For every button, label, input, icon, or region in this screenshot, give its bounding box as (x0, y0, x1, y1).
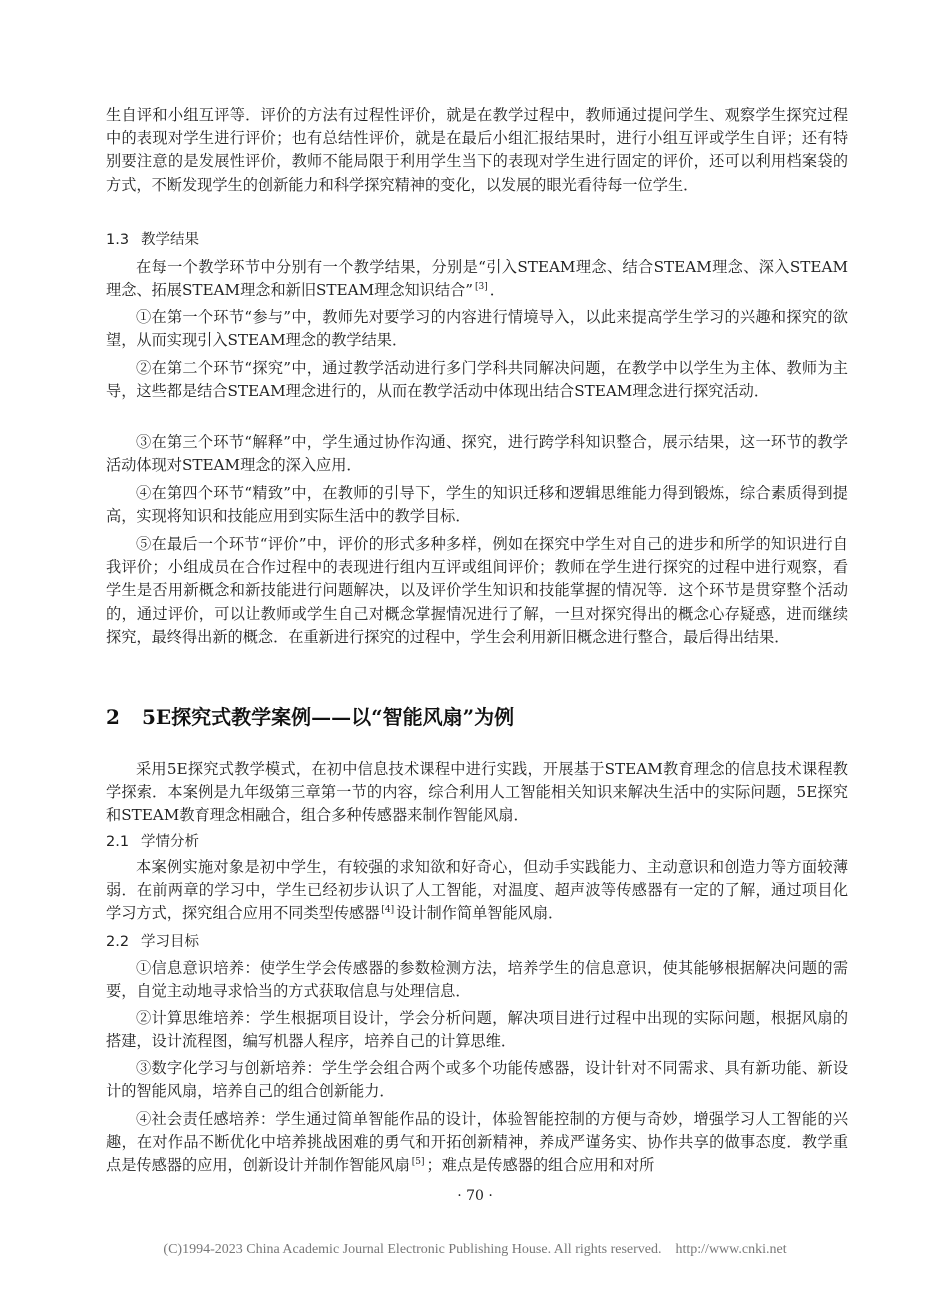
paragraph-stage-1: ①在第一个环节“参与”中，教师先对要学习的内容进行情境导入，以此来提高学生学习的兴趣和探究的欲望，从而实现引入STEAM理念的教学结果． (106, 308, 848, 350)
text-run: 在每一个教学环节中分别有一个教学结果，分别是“引入STEAM理念、结合STEAM理念、深入STEAM理念、拓展STEAM理念和新旧STEAM理念知识结合” (106, 258, 848, 300)
section-number: 2.2 (106, 934, 130, 950)
citation-ref: [4] (381, 905, 395, 916)
paragraph-case-intro: 采用5E探究式教学模式，在初中信息技术课程中进行实践，开展基于STEAM教育理念的信息技术课程教学探索．本案例是九年级第三章第一节的内容，综合利用人工智能相关知识来解决生活中的实际问题，5E探究和STEAM教育理念相融合，组合多种传感器来制作智能风扇． (106, 760, 848, 825)
copyright-footer (0, 1242, 950, 1258)
paragraph-teaching-results-intro (106, 256, 848, 302)
paragraph-stage-5: ⑤在最后一个环节“评价”中，评价的形式多种多样，例如在探究中学生对自己的进步和所学的知识进行自我评价；小组成员在合作过程中的表现进行组内互评或组间评价；教师在学生进行探究的过程中进行观察，看学生是否用新概念和新技能进行问题解决，以及评价学生知识和技能掌握的情况等．这个环节是贯穿整个活动的，通过评价，可以让教师或学生自己对概念掌握情况进行了解，一旦对探究得出的概念心存疑惑，进而继续探究，最终得出新的概念．在重新进行探究的过程中，学生会利用新旧概念进行整合，最后得出结果． (106, 535, 848, 646)
section-title: 教学结果 (141, 232, 199, 248)
text-run: ． (489, 281, 505, 300)
cnki-link[interactable]: http://www.cnki.net (675, 1242, 787, 1257)
paragraph-goal-1: ①信息意识培养：使学生学会传感器的参数检测方法，培养学生的信息意识，使其能够根据解决问题的需要，自觉主动地寻求恰当的方式获取信息与处理信息． (106, 959, 848, 1001)
section-title: 学习目标 (141, 934, 199, 950)
paragraph-stage-3: ③在第三个环节“解释”中，学生通过协作沟通、探究，进行跨学科知识整合，展示结果，这一环节的教学活动体现对STEAM理念的深入应用． (106, 433, 848, 475)
citation-ref: [3] (475, 282, 488, 293)
section-heading-2-1 (106, 831, 199, 853)
paragraph-goal-2: ②计算思维培养：学生根据项目设计，学会分析问题，解决项目进行过程中出现的实际问题，根据风扇的搭建，设计流程图，编写机器人程序，培养自己的计算思维． (106, 1009, 848, 1051)
section-title: 5E探究式教学案例——以“智能风扇”为例 (142, 705, 515, 729)
section-number: 2 (106, 705, 120, 729)
section-number: 2.1 (106, 834, 130, 850)
text-run: 设计制作简单智能风扇． (396, 904, 564, 923)
paragraph-evaluation-methods: 生自评和小组互评等．评价的方法有过程性评价，就是在教学过程中，教师通过提问学生、观察学生探究过程中的表现对学生进行评价；也有总结性评价，就是在最后小组汇报结果时，进行小组互评或学生自评；还有特别要注意的是发展性评价，教师不能局限于利用学生当下的表现对学生进行固定的评价，还可以利用档案袋的方式，不断发现学生的创新能力和科学探究精神的变化，以发展的眼光看待每一位学生． (106, 106, 848, 194)
paragraph-goal-4 (106, 1108, 848, 1178)
paragraph-goal-3: ③数字化学习与创新培养：学生学会组合两个或多个功能传感器，设计针对不同需求、具有新功能、新设计的智能风扇，培养自己的组合创新能力． (106, 1059, 848, 1101)
text-run: ；难点是传感器的组合应用和对所 (426, 1156, 655, 1175)
section-heading-1-3 (106, 229, 199, 251)
paragraph-stage-2: ②在第二个环节“探究”中，通过教学活动进行多门学科共同解决问题，在教学中以学生为主体、教师为主导，这些都是结合STEAM理念进行的，从而在教学活动中体现出结合STEAM理念进行探究活动． (106, 359, 848, 401)
section-heading-2-2 (106, 931, 199, 953)
copyright-text: (C)1994-2023 China Academic Journal Electronic Publishing House. All rights reserved. (163, 1242, 662, 1257)
page-number: · 70 · (457, 1188, 493, 1204)
paragraph-learner-analysis (106, 856, 848, 926)
section-title: 学情分析 (141, 834, 199, 850)
text-run: 本案例实施对象是初中学生，有较强的求知欲和好奇心，但动手实践能力、主动意识和创造力等方面较薄弱．在前两章的学习中，学生已经初步认识了人工智能，对温度、超声波等传感器有一定的了解，通过项目化学习方式，探究组合应用不同类型传感器 (106, 858, 848, 923)
paragraph-stage-4: ④在第四个环节“精致”中，在教师的引导下，学生的知识迁移和逻辑思维能力得到锻炼，综合素质得到提高，实现将知识和技能应用到实际生活中的教学目标． (106, 484, 848, 526)
section-number: 1.3 (106, 232, 130, 248)
text-run: ④社会责任感培养：学生通过简单智能作品的设计，体验智能控制的方便与奇妙，增强学习人工智能的兴趣，在对作品不断优化中培养挑战困难的勇气和开拓创新精神，养成严谨务实、协作共享的做事态度．教学重点是传感器的应用，创新设计并制作智能风扇 (106, 1110, 848, 1175)
section-heading-2 (106, 703, 514, 731)
citation-ref: [5] (411, 1157, 425, 1168)
